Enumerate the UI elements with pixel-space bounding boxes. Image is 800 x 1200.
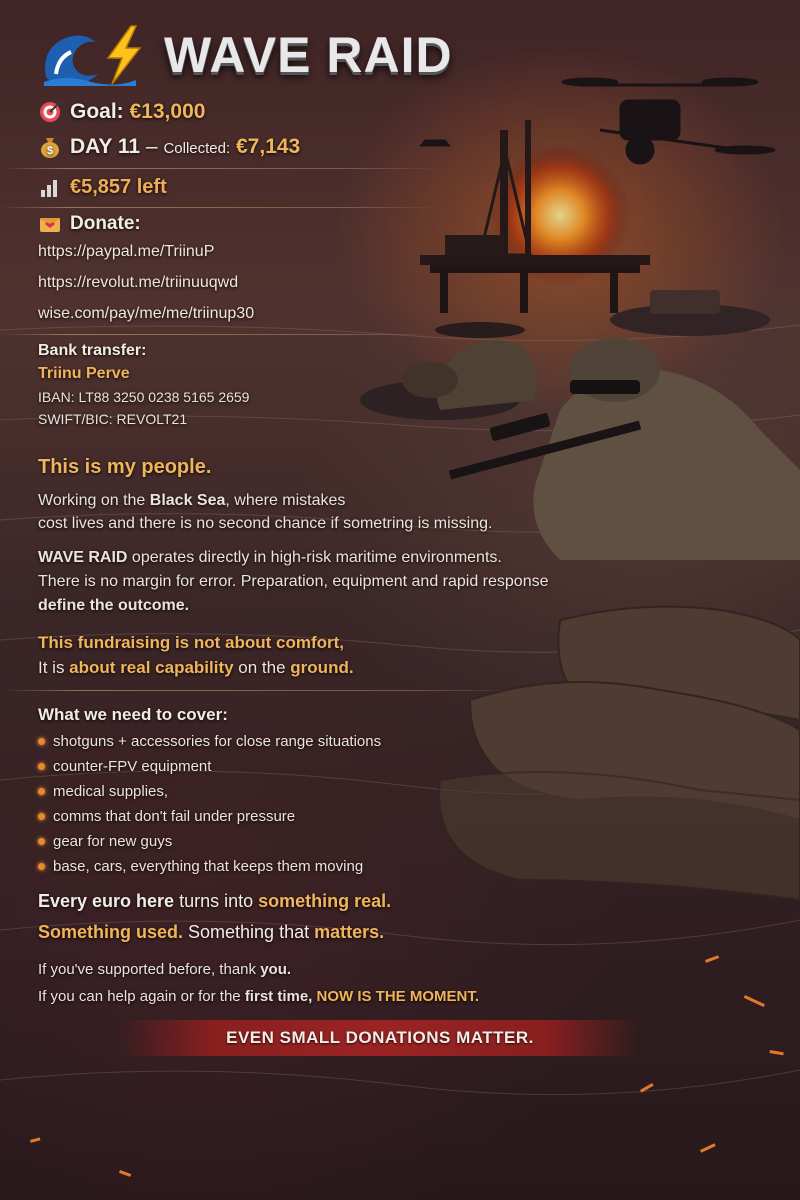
divider xyxy=(0,168,440,169)
story-heading: This is my people. xyxy=(38,456,212,478)
bank-swift: SWIFT/BIC: REVOLT21 xyxy=(38,411,188,427)
bullet-icon xyxy=(38,838,45,845)
needs-title: What we need to cover: xyxy=(38,705,228,724)
story-paragraph-1: Working on the Black Sea, where mistakes cost lives and there is no second chance if sometring is missing. xyxy=(38,492,493,532)
svg-text:$: $ xyxy=(46,145,54,157)
bullet-icon xyxy=(38,788,45,795)
bank-iban: IBAN: LT88 3250 0238 5165 2659 xyxy=(38,389,250,405)
left-value: €5,857 left xyxy=(70,175,167,198)
donate-heading-row xyxy=(38,212,141,236)
list-item: shotguns + accessories for close range situations xyxy=(38,733,381,750)
closing-line-3: If you've supported before, thank you. xyxy=(38,961,292,978)
list-item: gear for new guys xyxy=(38,833,172,850)
divider xyxy=(0,690,520,691)
closing-line-4: If you can help again or for the first time, NOW IS THE MOMENT. xyxy=(38,988,479,1005)
collected-label: Collected: xyxy=(163,140,231,157)
divider xyxy=(0,334,440,335)
dash: – xyxy=(145,135,158,158)
wave-lightning-logo-icon xyxy=(36,22,156,88)
logo-text: WAVE RAID xyxy=(164,27,453,83)
goal-label: Goal: xyxy=(70,100,124,123)
bullet-icon xyxy=(38,763,45,770)
logo xyxy=(36,22,453,88)
list-item: base, cars, everything that keeps them moving xyxy=(38,858,363,875)
envelope-heart-icon xyxy=(38,212,62,236)
goal-row xyxy=(38,100,205,124)
collected-value: €7,143 xyxy=(236,135,301,158)
paypal-link[interactable]: https://paypal.me/TriinuP xyxy=(38,243,215,260)
list-item: medical supplies, xyxy=(38,783,168,800)
donations-banner xyxy=(120,1020,640,1056)
closing-line-1: Every euro here turns into something real. xyxy=(38,891,392,911)
bank-title: Bank transfer: xyxy=(38,342,147,359)
day-label: DAY 11 xyxy=(70,135,141,158)
list-item: counter-FPV equipment xyxy=(38,758,211,775)
story-paragraph-2: WAVE RAID operates directly in high-risk maritime environments. There is no margin for error. Preparation, equipment and rapid response define the outcome. xyxy=(38,549,549,614)
collected-row xyxy=(38,135,300,159)
closing-line-2: Something used. Something that matters. xyxy=(38,922,385,942)
divider xyxy=(0,207,440,208)
revolut-link[interactable]: https://revolut.me/triinuuqwd xyxy=(38,274,239,291)
list-item: comms that don't fail under pressure xyxy=(38,808,295,825)
left-row xyxy=(38,175,167,199)
target-icon xyxy=(38,100,62,124)
bar-chart-icon xyxy=(38,175,62,199)
goal-value: €13,000 xyxy=(129,100,206,123)
money-bag-icon xyxy=(38,135,62,159)
bank-name: Triinu Perve xyxy=(38,365,130,382)
wise-link[interactable]: wise.com/pay/me/me/triinup30 xyxy=(38,305,255,322)
bullet-icon xyxy=(38,738,45,745)
donate-title: Donate: xyxy=(70,213,141,234)
bullet-icon xyxy=(38,813,45,820)
story-paragraph-3: This fundraising is not about comfort, It is about real capability on the ground. xyxy=(38,633,354,677)
banner-text: EVEN SMALL DONATIONS MATTER. xyxy=(226,1028,534,1047)
bullet-icon xyxy=(38,863,45,870)
